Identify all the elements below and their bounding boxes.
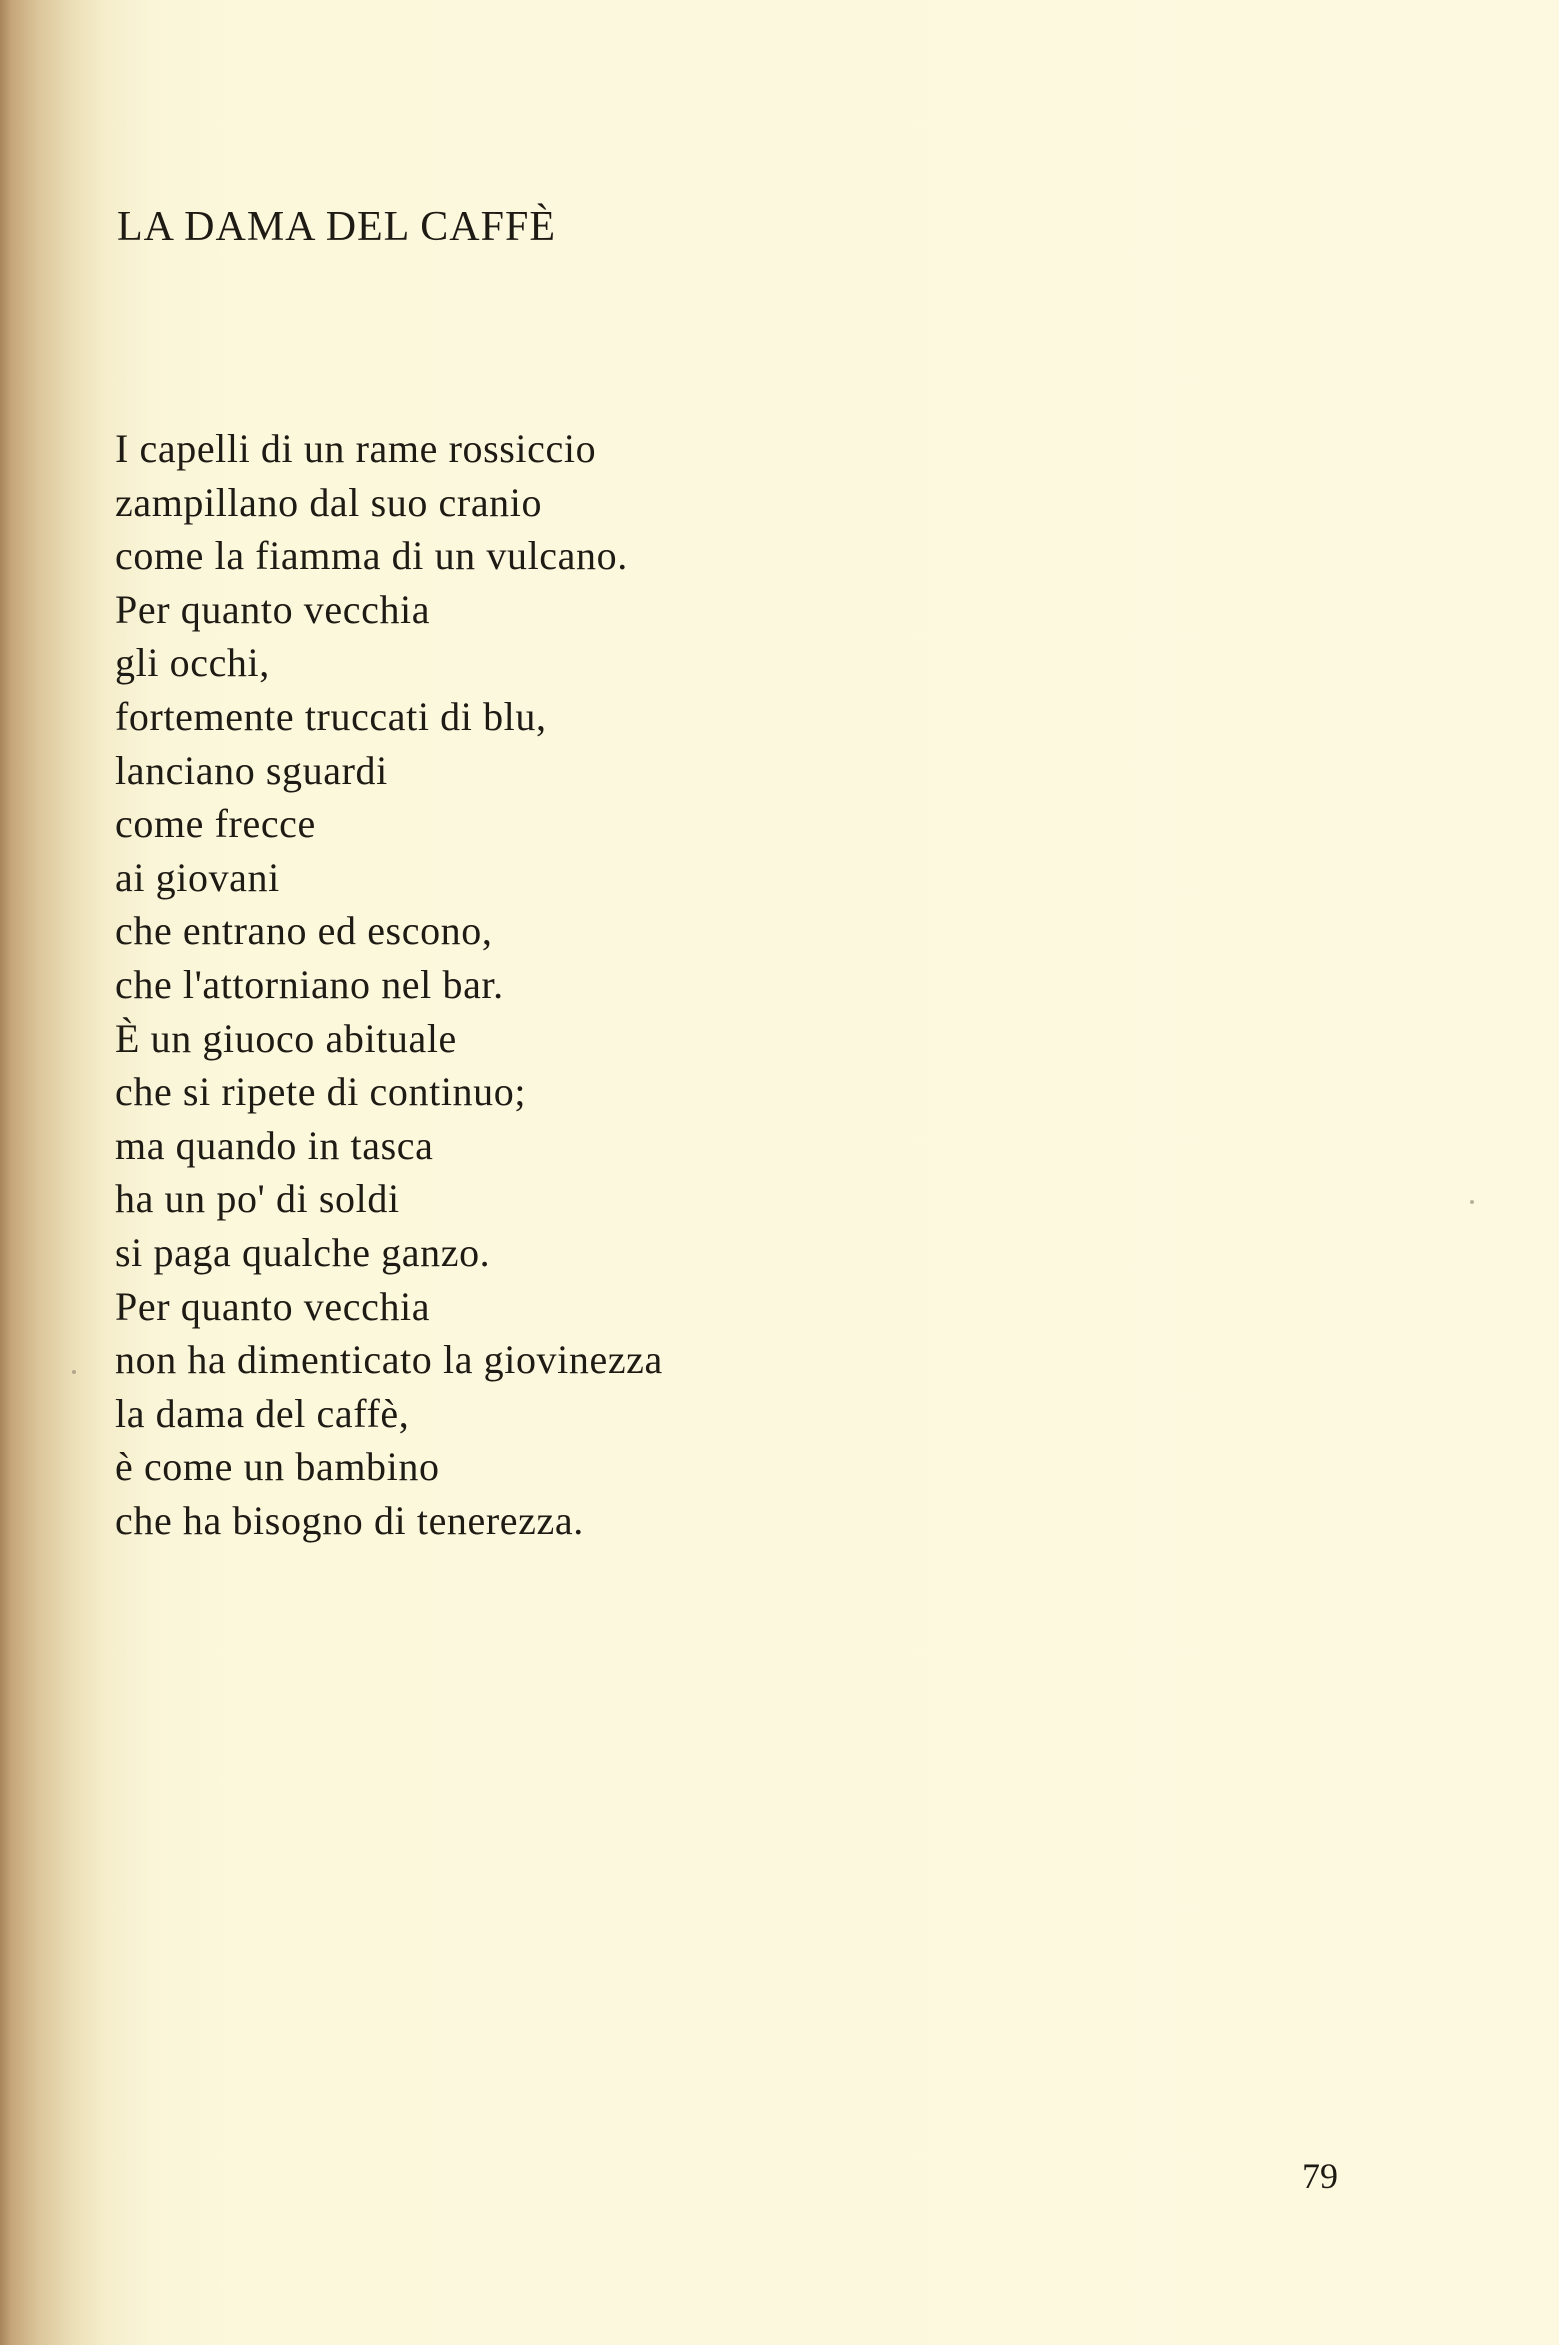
poem-line: È un giuoco abituale <box>115 1015 457 1061</box>
poem-line: ma quando in tasca <box>115 1122 434 1168</box>
poem-line: ai giovani <box>115 854 280 900</box>
poem-line: lanciano sguardi <box>115 747 388 793</box>
poem-title: LA DAMA DEL CAFFÈ <box>117 204 556 250</box>
poem-line: che si ripete di continuo; <box>115 1069 527 1115</box>
poem-line: I capelli di un rame rossiccio <box>115 426 597 471</box>
poem-line: fortemente truccati di blu, <box>115 693 547 739</box>
poem-line: che l'attorniano nel bar. <box>115 961 504 1007</box>
poem-line: è come un bambino <box>115 1444 440 1490</box>
poem-line: la dama del caffè, <box>115 1390 410 1436</box>
poem-line: come frecce <box>115 801 316 847</box>
page-number: 79 <box>1302 2156 1338 2196</box>
poem-line: si paga qualche ganzo. <box>115 1229 491 1275</box>
poem-line: non ha dimenticato la giovinezza <box>115 1337 663 1383</box>
poem-line: Per quanto vecchia <box>115 1283 431 1329</box>
poem-line: ha un po' di soldi <box>115 1176 400 1222</box>
poem-line: zampillano dal suo cranio <box>115 479 543 525</box>
poem-line: gli occhi, <box>115 640 270 686</box>
paper-speck <box>72 1370 76 1374</box>
poem-line: che ha bisogno di tenerezza. <box>115 1497 584 1543</box>
poem-body <box>115 422 663 1547</box>
paper-speck <box>1470 1200 1474 1204</box>
poem-line: come la fiamma di un vulcano. <box>115 533 628 579</box>
poem-line: che entrano ed escono, <box>115 908 493 954</box>
poem-line: Per quanto vecchia <box>115 586 431 632</box>
